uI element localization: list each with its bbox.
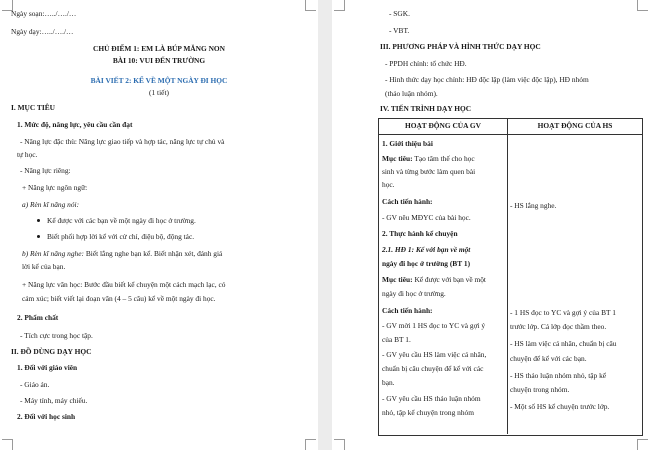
body-line: + Năng lực văn học: Bước đầu biết kể chuyện một cách mạch lạc, có: [22, 280, 226, 289]
body-line: a) Rèn kĩ năng nói:: [22, 200, 80, 209]
body-line: [22, 249, 222, 258]
table-cell-line: [382, 275, 504, 284]
crop-mark: [305, 439, 316, 450]
table-column-divider: [507, 118, 508, 434]
section-heading: II. ĐỒ DÙNG DẠY HỌC: [11, 347, 92, 356]
table-cell-line: - GV mời 1 HS đọc to YC và gợi ý: [382, 321, 486, 330]
theme-title: CHỦ ĐIỂM 1: EM LÀ BÚP MĂNG NON: [93, 44, 225, 53]
table-cell-line: - HS thảo luận nhóm nhỏ, tập kể: [510, 371, 607, 380]
document-page-right: [332, 0, 650, 450]
body-line-lead: b) Rèn kĩ năng nghe:: [22, 249, 84, 258]
crop-mark: [637, 0, 648, 11]
table-cell-line: 2. Thực hành kể chuyện: [382, 229, 458, 238]
table-cell-line-rest: Tạo tâm thế cho học: [412, 154, 475, 163]
table-cell-line: 1. Giới thiệu bài: [382, 139, 433, 148]
writing-title: BÀI VIẾT 2: KỂ VỀ MỘT NGÀY ĐI HỌC: [90, 76, 228, 85]
table-cell-line: Cách tiến hành:: [382, 306, 433, 315]
crop-mark: [334, 0, 345, 11]
date-taught: Ngày dạy:…../…./…: [11, 27, 74, 36]
table-cell-line: [382, 154, 504, 163]
section-heading: III. PHƯƠNG PHÁP VÀ HÌNH THỨC DẠY HỌC: [380, 42, 541, 51]
table-cell-line-rest: Kể được với bạn về một: [412, 275, 486, 284]
subsection-heading: 2. Đối với học sinh: [17, 412, 76, 421]
table-cell-line: học.: [382, 180, 395, 189]
crop-mark: [2, 439, 13, 450]
body-line: lời kể của bạn.: [22, 262, 66, 271]
table-cell-line: - HS lắng nghe.: [510, 201, 557, 210]
table-cell-line-lead: Mục tiêu:: [382, 154, 413, 163]
body-line: - Giáo án.: [20, 380, 50, 389]
body-line-rest: Biết lắng nghe bạn kể. Biết nhận xét, đánh giá: [83, 249, 223, 258]
lesson-title: BÀI 10: VUI ĐẾN TRƯỜNG: [112, 56, 206, 65]
table-cell-line: nhỏ, tập kể chuyện trong nhóm: [382, 408, 474, 417]
body-line: cảm xúc; biết viết lại đoạn văn (4 – 5 câu) kể về một ngày đi học.: [22, 294, 216, 303]
table-cell-line: chuẩn bị câu chuyện để kể với các: [382, 364, 484, 373]
body-line: - VBT.: [389, 26, 410, 35]
table-cell-line: sinh và từng bước làm quen bài: [382, 167, 476, 176]
table-cell-line: ngày đi học ở trường.: [382, 289, 446, 298]
body-line: tự học.: [17, 150, 38, 159]
table-cell-line: chuyện để kể với các bạn.: [510, 354, 587, 363]
table-cell-line: - GV yêu cầu HS thảo luận nhóm: [382, 394, 481, 403]
table-cell-line: của BT 1.: [382, 335, 411, 344]
body-line: + Năng lực ngôn ngữ:: [22, 183, 88, 192]
body-line: - SGK.: [389, 9, 410, 18]
table-cell-line: 2.1. HĐ 1: Kể với bạn về một: [382, 245, 471, 254]
body-line: - Tích cực trong học tập.: [20, 331, 93, 340]
table-cell-line: trước lớp. Cả lớp đọc thầm theo.: [510, 322, 607, 331]
table-cell-line: - GV yêu cầu HS làm việc cá nhân,: [382, 350, 487, 359]
subsection-heading: 2. Phẩm chất: [17, 313, 59, 322]
subsection-heading: 1. Mức độ, năng lực, yêu cầu cần đạt: [17, 120, 133, 129]
body-line: - Máy tính, máy chiếu.: [20, 396, 88, 405]
date-prepared: Ngày soạn:…../…./…: [11, 9, 77, 18]
table-cell-line-lead: Mục tiêu:: [382, 275, 413, 284]
period-count: (1 tiết): [149, 88, 169, 97]
body-line: - Hình thức dạy học chính: HĐ độc lập (làm việc độc lập), HĐ nhóm: [385, 75, 589, 84]
table-header-gv: HOẠT ĐỘNG CỦA GV: [404, 121, 482, 130]
section-heading: IV. TIẾN TRÌNH DẠY HỌC: [380, 104, 472, 113]
crop-mark: [305, 0, 316, 11]
table-cell-line: chuyện trong nhóm.: [510, 385, 570, 394]
body-line: - Năng lực riêng:: [20, 166, 71, 175]
table-cell-line: - Một số HS kể chuyện trước lớp.: [510, 402, 610, 411]
subsection-heading: 1. Đối với giáo viên: [17, 363, 78, 372]
body-line: - Năng lực đặc thù: Năng lực giao tiếp và hợp tác, năng lực tự chủ và: [20, 137, 225, 146]
bullet-item: Kể được với các bạn về một ngày đi học ở trường.: [47, 216, 196, 225]
body-line: (thảo luận nhóm).: [385, 89, 438, 98]
body-line: - PPDH chính: tổ chức HĐ.: [385, 59, 467, 68]
bullet-item: Biết phối hợp lời kể với cử chỉ, điệu bộ, động tác.: [47, 232, 195, 241]
crop-mark: [334, 439, 345, 450]
document-page-left: [0, 0, 318, 450]
crop-mark: [637, 439, 648, 450]
table-header-divider: [378, 134, 642, 135]
section-heading: I. MỤC TIÊU: [11, 103, 56, 112]
table-cell-line: ngày đi học ở trường (BT 1): [382, 259, 471, 268]
table-cell-line: - HS làm việc cá nhân, chuẩn bị câu: [510, 339, 617, 348]
table-header-hs: HOẠT ĐỘNG CỦA HS: [537, 121, 613, 130]
table-cell-line: Cách tiến hành:: [382, 197, 433, 206]
table-cell-line: - GV nêu MĐYC của bài học.: [382, 213, 471, 222]
table-cell-line: - 1 HS đọc to YC và gợi ý của BT 1: [510, 308, 616, 317]
table-cell-line: bạn.: [382, 378, 395, 387]
